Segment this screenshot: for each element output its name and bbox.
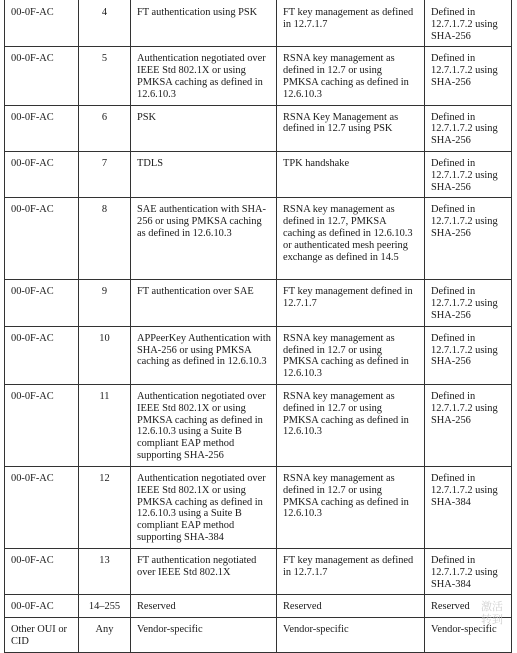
suite-type-cell: 4	[79, 0, 131, 47]
key-derivation-type-cell: Reserved	[425, 595, 512, 618]
oui-cell: 00-0F-AC	[5, 326, 79, 384]
table-row	[5, 326, 512, 384]
oui-cell: 00-0F-AC	[5, 105, 79, 151]
key-management-type-cell: RSNA key management as defined in 12.7, PMKSA caching as defined in 12.6.10.3 or authenticated mesh peering exchange as defined in 14.5	[277, 198, 425, 280]
authentication-type-cell: APPeerKey Authentication with SHA-256 or using PMKSA caching as defined in 12.6.10.3	[131, 326, 277, 384]
suite-type-cell: 6	[79, 105, 131, 151]
key-derivation-type-cell: Defined in 12.7.1.7.2 using SHA-256	[425, 0, 512, 47]
table-row	[5, 595, 512, 618]
authentication-type-cell: TDLS	[131, 151, 277, 197]
oui-cell: Other OUI or CID	[5, 618, 79, 653]
authentication-type-cell: PSK	[131, 105, 277, 151]
oui-cell: 00-0F-AC	[5, 595, 79, 618]
key-management-type-cell: Reserved	[277, 595, 425, 618]
suite-type-cell: 11	[79, 384, 131, 466]
suite-type-cell: 14–255	[79, 595, 131, 618]
key-derivation-type-cell: Defined in 12.7.1.7.2 using SHA-384	[425, 466, 512, 548]
oui-cell: 00-0F-AC	[5, 466, 79, 548]
table-row	[5, 105, 512, 151]
suite-type-cell: 12	[79, 466, 131, 548]
key-derivation-type-cell: Vendor-specific	[425, 618, 512, 653]
authentication-type-cell: Reserved	[131, 595, 277, 618]
key-derivation-type-cell: Defined in 12.7.1.7.2 using SHA-256	[425, 151, 512, 197]
authentication-type-cell: Authentication negotiated over IEEE Std 802.1X or using PMKSA caching as defined in 12.6.10.3	[131, 47, 277, 105]
table-row	[5, 618, 512, 653]
oui-cell: 00-0F-AC	[5, 548, 79, 594]
table-row	[5, 151, 512, 197]
key-management-type-cell: RSNA key management as defined in 12.7 or using PMKSA caching as defined in 12.6.10.3	[277, 466, 425, 548]
key-management-type-cell: FT key management as defined in 12.7.1.7	[277, 0, 425, 47]
table-row	[5, 47, 512, 105]
suite-type-cell: 13	[79, 548, 131, 594]
key-management-type-cell: FT key management defined in 12.7.1.7	[277, 280, 425, 326]
key-management-type-cell: FT key management as defined in 12.7.1.7	[277, 548, 425, 594]
suite-type-cell: 10	[79, 326, 131, 384]
oui-cell: 00-0F-AC	[5, 280, 79, 326]
oui-cell: 00-0F-AC	[5, 47, 79, 105]
key-derivation-type-cell: Defined in 12.7.1.7.2 using SHA-384	[425, 548, 512, 594]
table-row	[5, 198, 512, 280]
suite-type-cell: 5	[79, 47, 131, 105]
table-row	[5, 0, 512, 47]
table-row	[5, 280, 512, 326]
key-derivation-type-cell: Defined in 12.7.1.7.2 using SHA-256	[425, 105, 512, 151]
key-derivation-type-cell: Defined in 12.7.1.7.2 using SHA-256	[425, 198, 512, 280]
akm-suite-table	[4, 0, 512, 653]
suite-type-cell: 8	[79, 198, 131, 280]
table-row	[5, 548, 512, 594]
authentication-type-cell: Vendor-specific	[131, 618, 277, 653]
key-management-type-cell: RSNA key management as defined in 12.7 or using PMKSA caching as defined in 12.6.10.3	[277, 326, 425, 384]
oui-cell: 00-0F-AC	[5, 0, 79, 47]
suite-type-cell: 9	[79, 280, 131, 326]
table-row	[5, 384, 512, 466]
key-derivation-type-cell: Defined in 12.7.1.7.2 using SHA-256	[425, 280, 512, 326]
authentication-type-cell: Authentication negotiated over IEEE Std 802.1X or using PMKSA caching as defined in 12.6.10.3 using a Suite B compliant EAP method supporting SHA-384	[131, 466, 277, 548]
key-management-type-cell: RSNA key management as defined in 12.7 or using PMKSA caching as defined in 12.6.10.3	[277, 384, 425, 466]
authentication-type-cell: FT authentication using PSK	[131, 0, 277, 47]
watermark-line-1: 激活	[481, 600, 503, 613]
authentication-type-cell: FT authentication over SAE	[131, 280, 277, 326]
oui-cell: 00-0F-AC	[5, 384, 79, 466]
key-management-type-cell: TPK handshake	[277, 151, 425, 197]
authentication-type-cell: FT authentication negotiated over IEEE Std 802.1X	[131, 548, 277, 594]
oui-cell: 00-0F-AC	[5, 198, 79, 280]
authentication-type-cell: SAE authentication with SHA-256 or using PMKSA caching as defined in 12.6.10.3	[131, 198, 277, 280]
suite-type-cell: 7	[79, 151, 131, 197]
key-management-type-cell: RSNA Key Management as defined in 12.7 using PSK	[277, 105, 425, 151]
key-management-type-cell: Vendor-specific	[277, 618, 425, 653]
suite-type-cell: Any	[79, 618, 131, 653]
authentication-type-cell: Authentication negotiated over IEEE Std 802.1X or using PMKSA caching as defined in 12.6.10.3 using a Suite B compliant EAP method supporting SHA-256	[131, 384, 277, 466]
key-derivation-type-cell: Defined in 12.7.1.7.2 using SHA-256	[425, 326, 512, 384]
key-derivation-type-cell: Defined in 12.7.1.7.2 using SHA-256	[425, 47, 512, 105]
watermark-line-2: 转到	[481, 613, 503, 626]
table-row	[5, 466, 512, 548]
oui-cell: 00-0F-AC	[5, 151, 79, 197]
key-derivation-type-cell: Defined in 12.7.1.7.2 using SHA-256	[425, 384, 512, 466]
key-management-type-cell: RSNA key management as defined in 12.7 or using PMKSA caching as defined in 12.6.10.3	[277, 47, 425, 105]
